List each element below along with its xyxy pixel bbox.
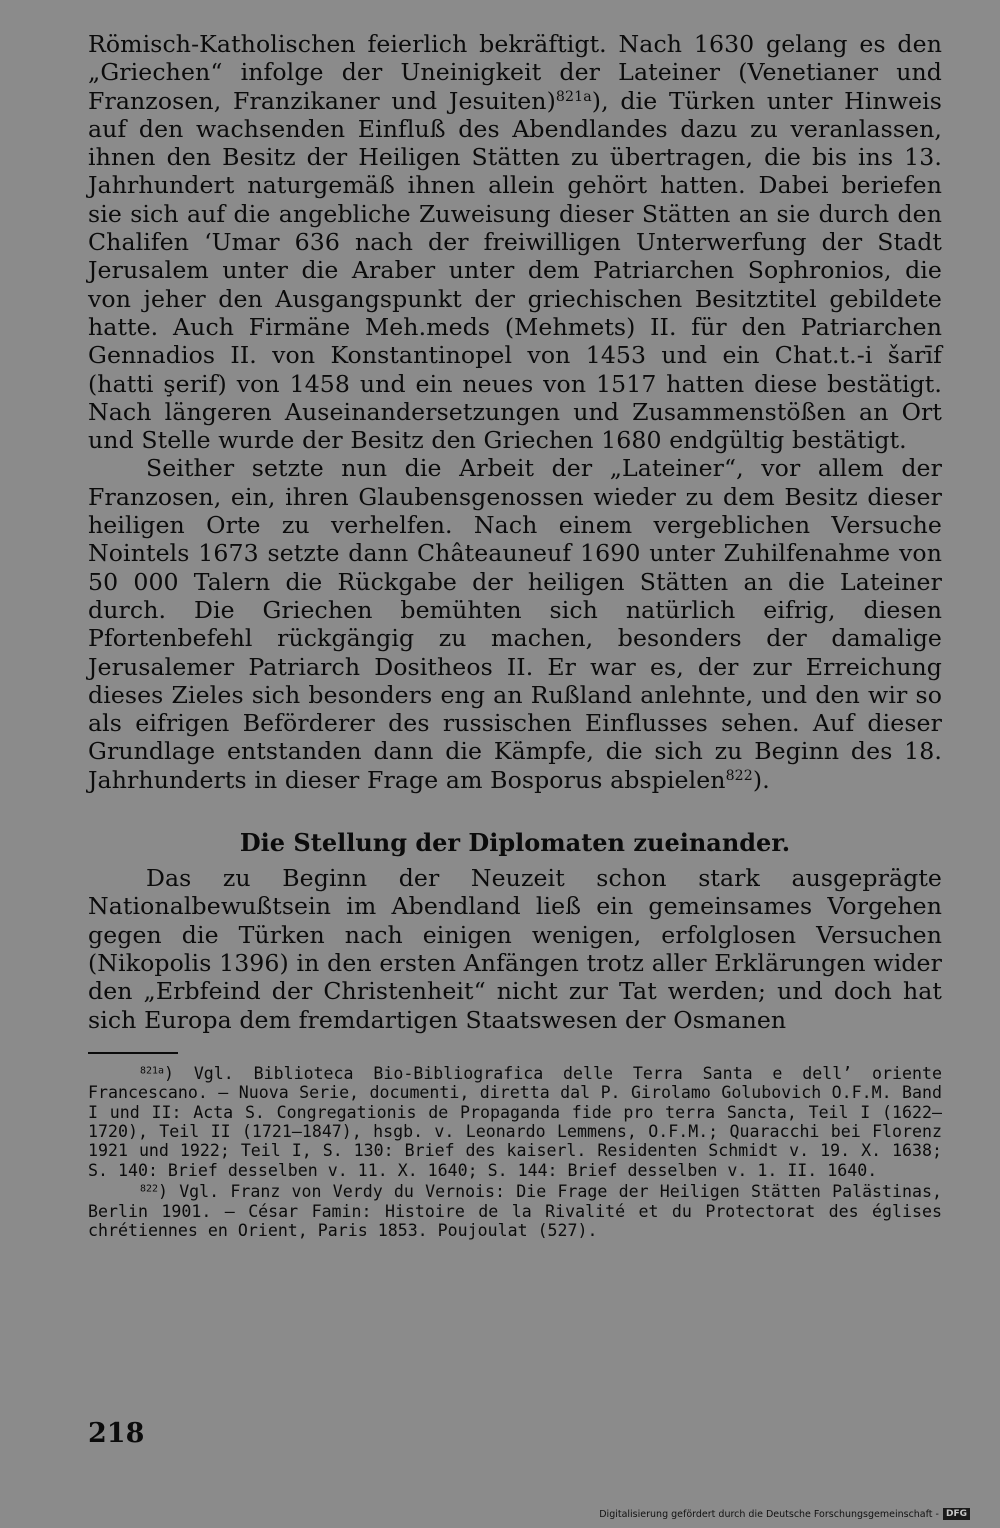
paragraph-3: Das zu Beginn der Neuzeit schon stark ausgeprägte Nationalbewußtsein im Abendland ließ ein gemeinsames Vorgehen gegen die Türken nach einigen wenigen, erfolglosen Versuchen (Nikopolis 1396) in den ersten Anfängen trotz aller Erklärungen wider den „Erbfeind der Christenheit“ nicht zur Tat werden; und doch hat sich Europa dem fremdartigen Staatswesen der Osmanen xyxy=(88,864,942,1034)
dfg-logo: DFG xyxy=(943,1508,970,1520)
footnote-822 xyxy=(88,1182,942,1240)
footnote-822-marker: 822 xyxy=(140,1183,158,1195)
footnote-ref-822: 822 xyxy=(725,767,753,784)
footnote-separator xyxy=(88,1052,178,1054)
section-heading: Die Stellung der Diplomaten zueinander. xyxy=(239,828,791,858)
page-number: 218 xyxy=(88,1418,145,1449)
footnotes xyxy=(88,1064,942,1241)
footnote-821a-marker: 821a xyxy=(140,1065,164,1077)
digitization-credit xyxy=(599,1508,970,1520)
paragraph-2 xyxy=(88,454,942,794)
footnote-822-text: ) Vgl. Franz von Verdy du Vernois: Die Frage der Heiligen Stätten Palästinas, Berlin 1901. — César Famin: Histoire de la Rivalité et du Protectorat des églises chrétiennes en Orient, Paris 1853. Poujoulat (527). xyxy=(88,1182,942,1241)
body-text xyxy=(88,30,942,1034)
footnote-ref-821a: 821a xyxy=(555,88,592,105)
paragraph-1-text-continued: ), die Türken unter Hinweis auf den wachsenden Einfluß des Abendlandes dazu zu veranlassen, ihnen den Besitz der Heiligen Stätten zu übertragen, die bis ins 13. Jahrhundert naturgemäß ihnen allein gehört hatten. Dabei beriefen sie sich auf die angebliche Zuweisung dieser Stätten an sie durch den Chalifen ‘Umar 636 nach der freiwilligen Unterwerfung der Stadt Jerusalem unter die Araber unter dem Patriarchen Sophronios, die von jeher den Ausgangspunkt der griechischen Besitztitel gebildete hatte. Auch Firmäne Meh.meds (Mehmets) II. für den Patriarchen Gennadios II. von Konstantinopel von 1453 und ein Chat.t.-i šarīf (hatti şerif) von 1458 und ein neues von 1517 hatten diese bestätigt. Nach längeren Auseinandersetzungen und Zusammenstößen an Ort und Stelle wurde der Besitz den Griechen 1680 endgültig bestätigt. xyxy=(88,86,942,455)
footnote-821a-text: ) Vgl. Biblioteca Bio-Bibliografica delle Terra Santa e dell’ oriente Francescano. — Nuova Serie, documenti, diretta dal P. Girolamo Golubovich O.F.M. Band I und II: Acta S. Congregationis de Propaganda fide pro terra Sancta, Teil I (1622—1720), Teil II (1721—1847), hsgb. v. Leonardo Lemmens, O.F.M.; Quaracchi bei Florenz 1921 und 1922; Teil I, S. 130: Brief des kaiserl. Residenten Schmidt v. 19. X. 1638; S. 140: Brief desselben v. 11. X. 1640; S. 144: Brief desselben v. 1. II. 1640. xyxy=(88,1063,942,1180)
footnote-821a xyxy=(88,1064,942,1180)
paragraph-1 xyxy=(88,30,942,454)
paragraph-1-text: Römisch-Katholischen feierlich bekräftigt. Nach 1630 gelang es den „Griechen“ infolge der Uneinigkeit der Lateiner (Venetianer und Franzosen, Franzikaner und Jesuiten) xyxy=(88,30,942,115)
paragraph-2-text: Seither setzte nun die Arbeit der „Lateiner“, vor allem der Franzosen, ein, ihren Glaubensgenossen wieder zu dem Besitz dieser heiligen Orte zu verhelfen. Nach einem vergeblichen Versuche Nointels 1673 setzte dann Châteauneuf 1690 unter Zuhilfenahme von 50 000 Talern die Rückgabe der heiligen Stätten an die Lateiner durch. Die Griechen bemühten sich natürlich eifrig, diesen Pfortenbefehl rückgängig zu machen, besonders der damalige Jerusalemer Patriarch Dositheos II. Er war es, der zur Erreichung dieses Zieles sich besonders eng an Rußland anlehnte, und den wir so als eifrigen Beförderer des russischen Einflusses sehen. Auf dieser Grundlage entstanden dann die Kämpfe, die sich zu Beginn des 18. Jahrhunderts in dieser Frage am Bosporus abspielen xyxy=(88,454,942,794)
digitization-credit-text: Digitalisierung gefördert durch die Deutsche Forschungsgemeinschaft - xyxy=(599,1508,939,1520)
page-content xyxy=(88,30,942,1240)
paragraph-2-end: ). xyxy=(752,765,770,794)
